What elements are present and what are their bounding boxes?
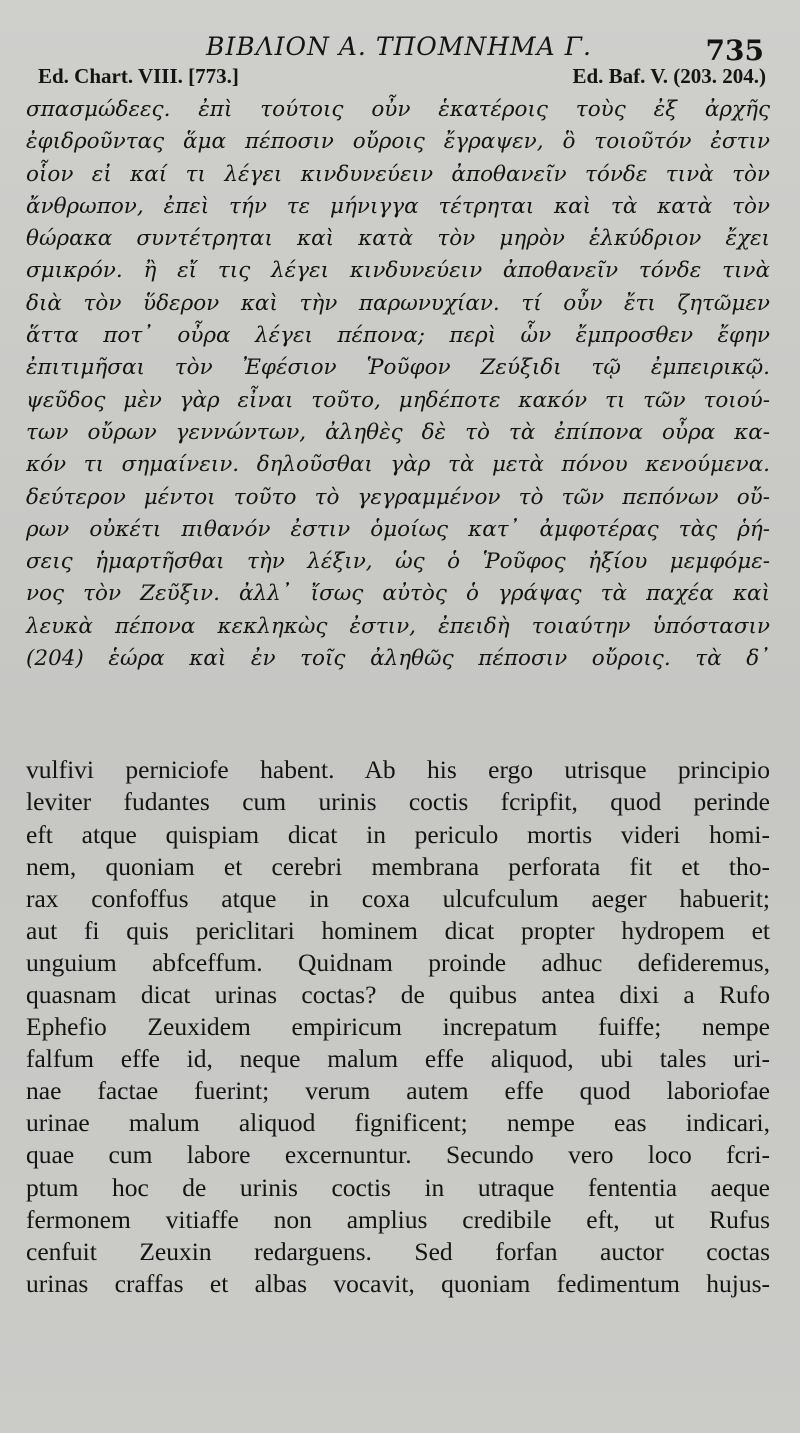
greek-text-line: δεύτερον μέντοι τοῦτο τὸ γεγραμμένον τὸ τῶν πεπόνων οὔ- (26, 484, 770, 510)
latin-text-block (26, 754, 770, 1300)
latin-text-line: leviter fudantes cum urinis coctis fcripfit, quod perinde (26, 787, 770, 817)
greek-text-line: των οὔρων γεννώντων, ἀληθὲς δὲ τὸ τὰ ἐπίπονα οὖρα κα- (26, 419, 770, 445)
latin-text-line: aut fi quis periclitari hominem dicat propter hydropem et (26, 915, 770, 945)
latin-text-line: vulfivi perniciofe habent. Ab his ergo utrisque principio (26, 755, 770, 785)
greek-text-line: σεις ἡμαρτῆσθαι τὴν λέξιν, ὡς ὁ Ῥοῦφος ἠξίου μεμφόμε- (26, 549, 770, 575)
book-title: ΒΙΒΛΙΟΝ Α. ΤΠΟΜΝΗΜΑ Γ. (206, 32, 592, 61)
latin-text-line: fermonem vitiaffe non amplius credibile eft, ut Rufus (26, 1204, 770, 1234)
greek-text-line: ἅττα ποτ᾽ οὖρα λέγει πέπονα; περὶ ὧν ἔμπροσθεν ἔφην (26, 323, 770, 349)
latin-text-line: quae cum labore excernuntur. Secundo vero loco fcri- (26, 1140, 770, 1170)
latin-text-line: urinas craffas et albas vocavit, quoniam fedimentum hujus- (26, 1268, 770, 1298)
edition-reference-line (26, 62, 770, 94)
latin-text-line: ptum hoc de urinis coctis in utraque fententia aeque (26, 1172, 770, 1202)
edition-reference-left: Ed. Chart. VIII. [773.] (38, 64, 239, 88)
greek-text-line: ἄνθρωπον, ἐπεὶ τήν τε μήνιγγα τέτρηται καὶ τὰ κατὰ τὸν (26, 193, 770, 219)
latin-text-line: nem, quoniam et cerebri membrana perforata fit et tho- (26, 851, 770, 881)
greek-text-line: ἐφιδροῦντας ἅμα πέποσιν οὔροις ἔγραψεν, ὃ τοιοῦτόν ἐστιν (26, 129, 770, 155)
greek-text-line: ψεῦδος μὲν γὰρ εἶναι τοῦτο, μηδέποτε κακόν τι τῶν τοιού- (26, 387, 770, 413)
greek-text-line: σμικρόν. ἢ εἴ τις λέγει κινδυνεύειν ἀποθανεῖν τόνδε τινὰ (26, 258, 770, 284)
latin-text-line: eft atque quispiam dicat in periculo mortis videri homi- (26, 819, 770, 849)
latin-text-line: quasnam dicat urinas coctas? de quibus antea dixi a Rufo (26, 980, 770, 1009)
greek-text-line: ρων οὐκέτι πιθανόν ἐστιν ὁμοίως κατ᾽ ἀμφοτέρας τὰς ῥή- (26, 516, 770, 542)
latin-text-line: rax confoffus atque in coxa ulcufculum aeger habuerit; (26, 883, 770, 913)
greek-text-line: λευκὰ πέπονα κεκληκὼς ἐστιν, ἐπειδὴ τοιαύτην ὑπόστασιν (26, 613, 770, 639)
greek-text-line: διὰ τὸν ὕδερον καὶ τὴν παρωνυχίαν. τί οὖν ἔτι ζητῶμεν (26, 290, 770, 316)
greek-text-line: οἷον εἰ καί τι λέγει κινδυνεύειν ἀποθανεῖν τόνδε τινὰ τὸν (26, 161, 770, 187)
latin-text-line: unguium abfceffum. Quidnam proinde adhuc defideremus, (26, 947, 770, 977)
latin-text-line: nae factae fuerint; verum autem effe quod laboriofae (26, 1076, 770, 1106)
latin-text-line: urinae malum aliquod fignificent; nempe eas indicari, (26, 1108, 770, 1138)
greek-text-line: σπασμώδεες. ἐπὶ τούτοις οὖν ἑκατέροις τοὺς ἐξ ἀρχῆς (26, 97, 770, 122)
column-separator (26, 713, 770, 714)
greek-text-line: νος τὸν Ζεῦξιν. ἀλλ᾽ ἴσως αὐτὸς ὁ γράψας τὰ παχέα καὶ (26, 581, 770, 607)
latin-text-line: Ephefio Zeuxidem empiricum increpatum fuiffe; nempe (26, 1012, 770, 1042)
latin-text-line: cenfuit Zeuxin redarguens. Sed forfan auctor coctas (26, 1236, 770, 1266)
edition-reference-right: Ed. Baf. V. (203. 204.) (572, 64, 766, 88)
greek-text-block (26, 94, 770, 675)
latin-text-line: falfum effe id, neque malum effe aliquod, ubi tales uri- (26, 1044, 770, 1074)
greek-text-line: (204) ἑώρα καὶ ἐν τοῖς ἀληθῶς πέποσιν οὔροις. τὰ δ᾽ (26, 646, 770, 672)
greek-text-line: θώρακα συντέτρηται καὶ κατὰ τὸν μηρὸν ἑλκύδριον ἔχει (26, 226, 770, 252)
running-head (26, 26, 770, 67)
greek-text-line: κόν τι σημαίνειν. δηλοῦσθαι γὰρ τὰ μετὰ πόνου κενούμενα. (26, 452, 770, 478)
greek-text-line: ἐπιτιμῆσαι τὸν Ἐφέσιον Ῥοῦφον Ζεύξιδι τῷ ἐμπειρικῷ. (26, 355, 770, 381)
page-number: 735 (705, 34, 764, 67)
